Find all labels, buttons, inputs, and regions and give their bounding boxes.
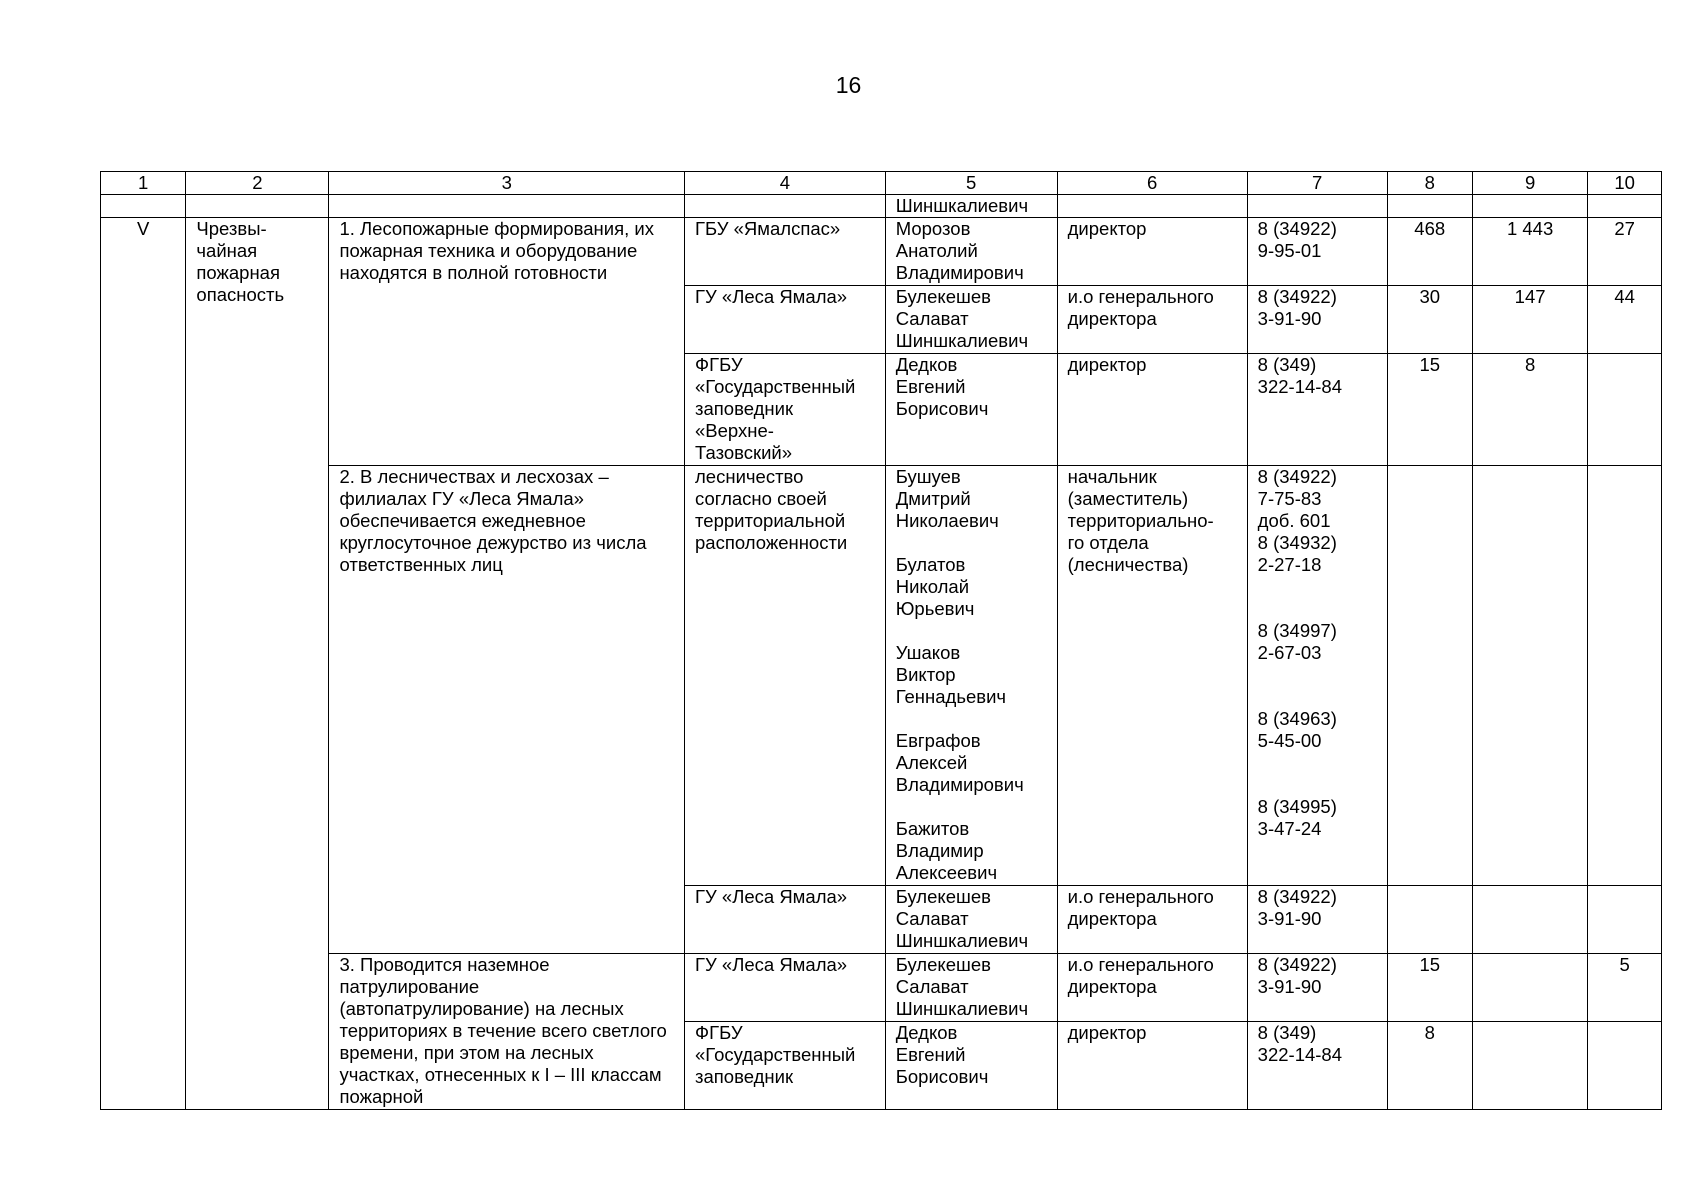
org-cell: ФГБУ «Государственный заповедник «Верхне- Тазовский» [685,354,886,466]
duty-phone: 8 (34997) 2-67-03 [1257,620,1337,663]
position-cell: директор [1057,1022,1247,1110]
value-cell [1588,354,1662,466]
value-cell [1472,886,1587,954]
person-cell: Булекешев Салават Шиншкалиевич [885,886,1057,954]
value-cell: 1 443 [1472,218,1587,286]
org-cell: ГУ «Леса Ямала» [685,286,886,354]
column-header: 2 [186,172,329,195]
measure-cell [329,218,685,466]
measure-text: 3. Проводится наземное патрулирование (автопатрулирование) на лесных территориях в течение всего светлого времени, при этом на лесных участках, отнесенных к I – III классам пожарной [339,954,667,1107]
position-cell: и.о генерального директора [1057,886,1247,954]
level-number-cell: V [101,218,186,1110]
phone-cell: 8 (349) 322-14-84 [1247,354,1387,466]
org-cell: ФГБУ «Государственный заповедник [685,1022,886,1110]
phone-cell: 8 (34922) 9-95-01 [1247,218,1387,286]
person-cell: Булекешев Салават Шиншкалиевич [885,954,1057,1022]
value-cell: 8 [1472,354,1587,466]
position-cell: начальник (заместитель) территориально- го отдела (лесничества) [1057,466,1247,886]
duty-phone: 8 (34963) 5-45-00 [1257,708,1337,751]
value-cell: 15 [1387,354,1472,466]
org-cell: ГУ «Леса Ямала» [685,886,886,954]
column-header: 7 [1247,172,1387,195]
column-header: 5 [885,172,1057,195]
org-cell: ГБУ «Ямалспас» [685,218,886,286]
duty-person: Бушуев Дмитрий Николаевич [895,466,999,531]
value-cell [1472,1022,1587,1110]
person-cell: Морозов Анатолий Владимирович [885,218,1057,286]
value-cell: 147 [1472,286,1587,354]
person-cell: Булекешев Салават Шиншкалиевич [885,286,1057,354]
measure-text: 2. В лесничествах и лесхозах – филиалах ГУ «Леса Ямала» обеспечивается ежедневное круглосуточное дежурство из числа ответственных лиц [339,466,647,575]
value-cell: 44 [1588,286,1662,354]
level-name: Чрезвы- чайная пожарная опасность [196,218,285,305]
duty-phone: 8 (34922) 7-75-83 доб. 601 [1257,466,1337,531]
position-cell: и.о генерального директора [1057,286,1247,354]
phone-cell: 8 (34922) 3-91-90 [1247,286,1387,354]
duty-person: Евграфов Алексей Владимирович [895,730,1024,795]
phone-cell: 8 (349) 322-14-84 [1247,1022,1387,1110]
value-cell: 5 [1588,954,1662,1022]
phone-cell [1247,466,1387,886]
value-cell [1472,954,1587,1022]
value-cell [1588,1022,1662,1110]
duty-phone: 8 (34932) 2-27-18 [1257,532,1337,575]
column-number-row [101,172,1662,195]
person-cell: Дедков Евгений Борисович [885,1022,1057,1110]
column-header: 8 [1387,172,1472,195]
column-header: 6 [1057,172,1247,195]
duty-person: Бажитов Владимир Алексеевич [895,818,998,883]
column-header: 4 [685,172,886,195]
phone-cell: 8 (34922) 3-91-90 [1247,886,1387,954]
level-name-cell [186,218,329,1110]
column-header: 1 [101,172,186,195]
measure-cell [329,466,685,954]
column-header: 10 [1588,172,1662,195]
position-cell: директор [1057,354,1247,466]
table-row [101,218,1662,286]
org-cell: лесничество согласно своей территориальной расположенности [685,466,886,886]
value-cell: 30 [1387,286,1472,354]
position-cell: директор [1057,218,1247,286]
position-cell: и.о генерального директора [1057,954,1247,1022]
column-header: 3 [329,172,685,195]
page-number: 16 [835,72,862,98]
duty-phone: 8 (34995) 3-47-24 [1257,796,1337,839]
continuation-row [101,195,1662,218]
value-cell [1387,886,1472,954]
measures-table [100,171,1662,1110]
person-cell: Шиншкалиевич [885,195,1057,218]
value-cell: 8 [1387,1022,1472,1110]
measure-cell [329,954,685,1110]
org-cell: ГУ «Леса Ямала» [685,954,886,1022]
value-cell: 27 [1588,218,1662,286]
value-cell: 468 [1387,218,1472,286]
table-row [101,466,1662,886]
column-header: 9 [1472,172,1587,195]
person-cell: Дедков Евгений Борисович [885,354,1057,466]
duty-person: Ушаков Виктор Геннадьевич [895,642,1007,707]
table-row [101,954,1662,1022]
duty-person: Булатов Николай Юрьевич [895,554,975,619]
value-cell: 15 [1387,954,1472,1022]
phone-cell: 8 (34922) 3-91-90 [1247,954,1387,1022]
person-cell [885,466,1057,886]
value-cell [1588,886,1662,954]
measure-text: 1. Лесопожарные формирования, их пожарная техника и оборудование находятся в полной готовности [339,218,654,283]
